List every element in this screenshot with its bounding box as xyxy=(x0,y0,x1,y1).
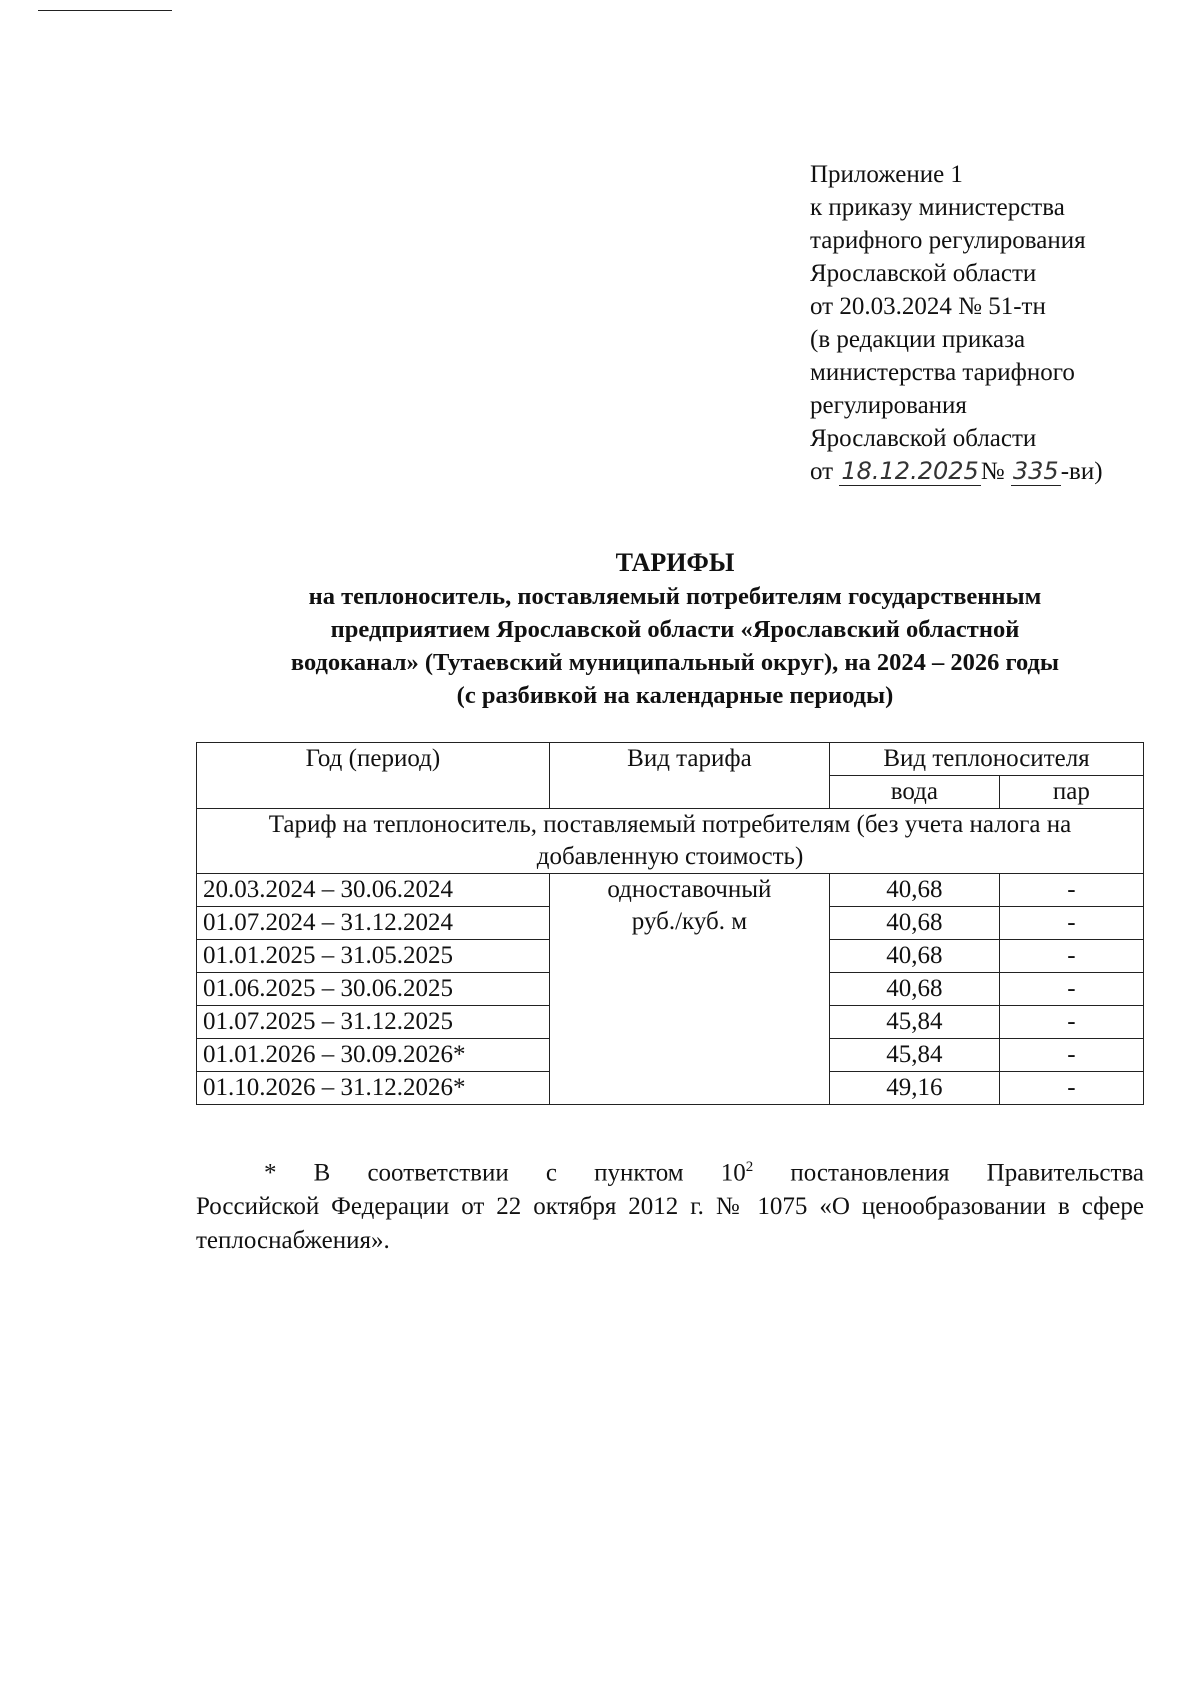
section-title: Тариф на теплоноситель, поставляемый потребителям (без учета налога на добавленную стоимость) xyxy=(197,809,1144,874)
cell-period: 01.01.2026 – 30.09.2026* xyxy=(197,1039,550,1072)
handwritten-number: 335 xyxy=(1012,457,1059,485)
appendix-line: Приложение 1 xyxy=(810,161,963,188)
cell-steam: - xyxy=(999,907,1143,940)
header-tariff-kind: Вид тарифа xyxy=(549,743,829,809)
appendix-line: к приказу министерства xyxy=(810,194,1065,221)
cell-water: 40,68 xyxy=(830,940,1000,973)
footnote-first-line xyxy=(196,1150,1144,1190)
table-row xyxy=(197,874,1144,907)
section-row xyxy=(197,809,1144,874)
cell-water: 40,68 xyxy=(830,907,1000,940)
header-period: Год (период) xyxy=(197,743,550,809)
appendix-line: регулирования xyxy=(810,392,967,419)
appendix-line: министерства тарифного xyxy=(810,359,1075,386)
handwritten-date: 18.12.2025 xyxy=(841,457,979,485)
cell-steam: - xyxy=(999,874,1143,907)
cell-water: 40,68 xyxy=(830,973,1000,1006)
title-sub-line: водоканал» (Тутаевский муниципальный округ), на 2024 – 2026 годы xyxy=(290,649,1060,676)
appendix-block xyxy=(810,158,1140,488)
title-main: ТАРИФЫ xyxy=(615,548,735,577)
cell-period: 01.06.2025 – 30.06.2025 xyxy=(197,973,550,1006)
cell-water: 45,84 xyxy=(830,1006,1000,1039)
tariff-kind-line: одноставочный xyxy=(607,876,772,903)
tariff-kind-unit: руб./куб. м xyxy=(631,908,748,935)
cell-steam: - xyxy=(999,1072,1143,1105)
top-rule xyxy=(38,10,172,11)
cell-period: 20.03.2024 – 30.06.2024 xyxy=(197,874,550,907)
footnote-text-rest: Российской Федерации от 22 октября 2012 г. № 1075 «О ценообразовании в сфере теплоснабжения». xyxy=(196,1193,1144,1255)
appendix-prefix: от xyxy=(810,458,834,485)
cell-tariff-kind xyxy=(549,874,829,1105)
cell-steam: - xyxy=(999,973,1143,1006)
footnote xyxy=(196,1150,1144,1258)
appendix-line: от 20.03.2024 № 51-тн xyxy=(810,293,1046,320)
cell-period: 01.01.2025 – 31.05.2025 xyxy=(197,940,550,973)
appendix-suffix: -ви) xyxy=(1060,458,1103,485)
cell-period: 01.07.2024 – 31.12.2024 xyxy=(197,907,550,940)
document-title xyxy=(140,546,1200,712)
appendix-line: (в редакции приказа xyxy=(810,326,1026,353)
number-sign: № xyxy=(980,458,1005,485)
cell-water: 49,16 xyxy=(830,1072,1000,1105)
title-sub-line: предприятием Ярославской области «Ярославский областной xyxy=(330,616,1020,643)
header-water: вода xyxy=(830,776,1000,809)
appendix-line: Ярославской области xyxy=(810,260,1037,287)
tariff-table xyxy=(196,742,1144,1105)
appendix-line: тарифного регулирования xyxy=(810,227,1086,254)
cell-period: 01.07.2025 – 31.12.2025 xyxy=(197,1006,550,1039)
footnote-text-start: * В соответствии с пунктом 10 xyxy=(264,1159,746,1187)
title-sub-line: (с разбивкой на календарные периоды) xyxy=(456,682,894,709)
footnote-superscript: 2 xyxy=(745,1159,754,1175)
cell-water: 40,68 xyxy=(830,874,1000,907)
cell-steam: - xyxy=(999,940,1143,973)
title-sub-line: на теплоноситель, поставляемый потребителям государственным xyxy=(308,583,1042,610)
cell-period: 01.10.2026 – 31.12.2026* xyxy=(197,1072,550,1105)
appendix-last-line xyxy=(810,455,1140,488)
footnote-text-middle: постановления Правительства xyxy=(753,1159,1145,1187)
header-steam: пар xyxy=(999,776,1143,809)
header-carrier: Вид теплоносителя xyxy=(830,743,1144,776)
cell-steam: - xyxy=(999,1039,1143,1072)
appendix-line: Ярославской области xyxy=(810,425,1037,452)
cell-water: 45,84 xyxy=(830,1039,1000,1072)
table-header-row xyxy=(197,743,1144,776)
cell-steam: - xyxy=(999,1006,1143,1039)
